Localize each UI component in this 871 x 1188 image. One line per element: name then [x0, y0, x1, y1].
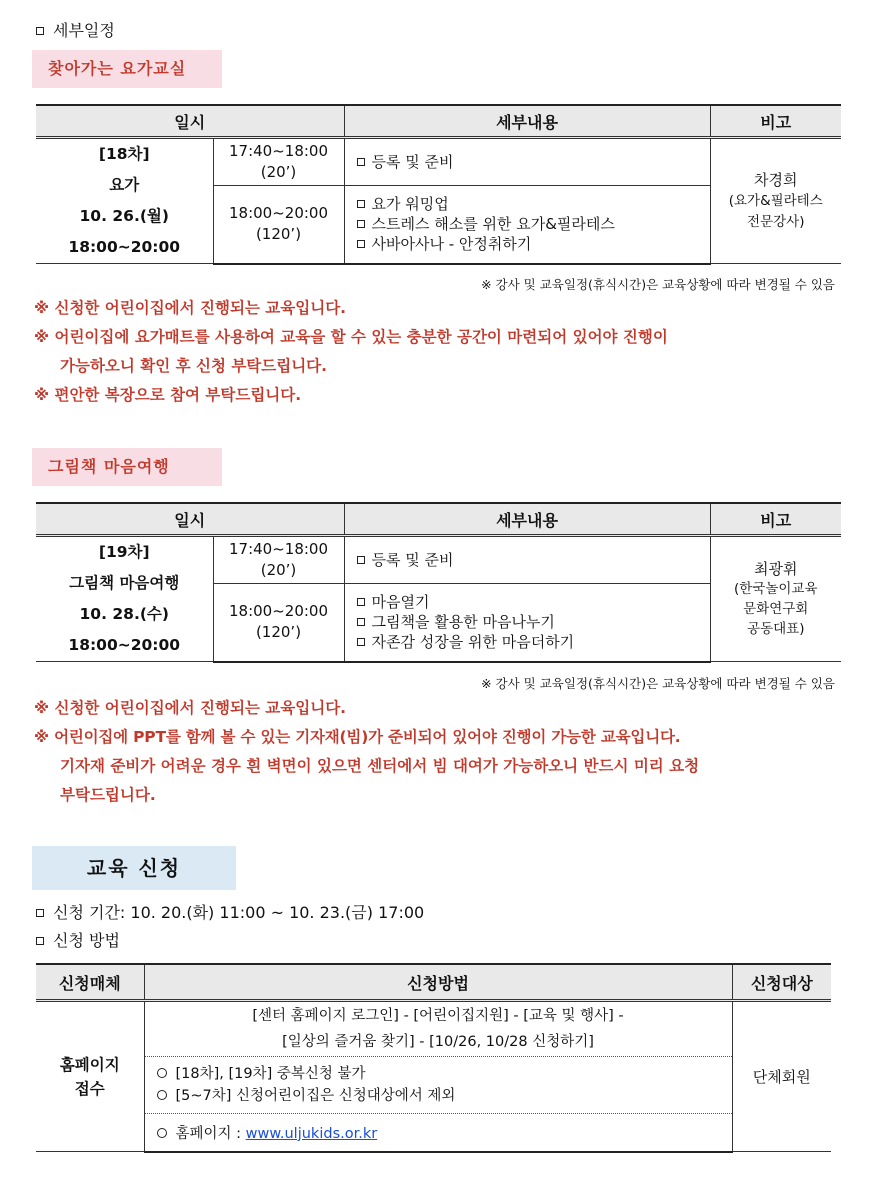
checkbox-square-icon [36, 909, 44, 917]
header-date: 일시 [36, 105, 344, 138]
header-content: 세부내용 [344, 105, 710, 138]
picture-slot1-time: 17:40~18:00 (20’) [213, 536, 344, 584]
checkbox-square-icon [357, 598, 365, 606]
yoga-instructor-cell: 차경희 (요가&필라테스 전문강사) [710, 138, 841, 264]
header-content: 세부내용 [344, 503, 710, 536]
circle-bullet-icon [157, 1068, 167, 1078]
picture-section-title: 그림책 마음여행 [32, 448, 222, 486]
apply-method-label: 신청 방법 [36, 928, 120, 951]
picture-warnings: ※ 신청한 어린이집에서 진행되는 교육입니다. ※ 어린이집에 PPT를 함께 볼 수 있는 기자재(빔)가 준비되어 있어야 진행이 가능한 교육입니다. 기자재 준비가 어려운 경우 흰 벽면이 있으면 센터에서 빔 대여가 가능하오니 반드시 미리 요청 부탁드립니다. [34, 699, 700, 804]
circle-bullet-icon [157, 1128, 167, 1138]
yoga-slot2-time: 18:00~20:00 (120’) [213, 186, 344, 264]
picture-session-cell: [19차] 그림책 마음여행 10. 28.(수) 18:00~20:00 [36, 536, 213, 662]
yoga-warnings: ※ 신청한 어린이집에서 진행되는 교육입니다. ※ 어린이집에 요가매트를 사용하여 교육을 할 수 있는 충분한 공간이 마련되어 있어야 진행이 가능하오니 확인 후 신청 부탁드립니다. ※ 편안한 복장으로 참여 부탁드립니다. [34, 299, 668, 404]
method-path-cell: [센터 홈페이지 로그인] - [어린이집지원] - [교육 및 행사] - [일상의 즐거움 찾기] - [10/26, 10/28 신청하기] [144, 1001, 732, 1057]
homepage-link[interactable]: www.uljukids.or.kr [245, 1125, 378, 1142]
picture-slot2-time: 18:00~20:00 (120’) [213, 584, 344, 662]
method-rules-cell: [18차], [19차] 중복신청 불가 [5~7차] 신청어린이집은 신청대상에서 제외 [144, 1057, 732, 1114]
apply-period: 신청 기간: 10. 20.(화) 11:00 ~ 10. 23.(금) 17:00 [36, 900, 424, 923]
checkbox-square-icon [36, 937, 44, 945]
detail-schedule-heading: 세부일정 [36, 18, 115, 41]
yoga-session-cell: [18차] 요가 10. 26.(월) 18:00~20:00 [36, 138, 213, 264]
header-note: 비고 [710, 503, 841, 536]
yoga-slot1-time: 17:40~18:00 (20’) [213, 138, 344, 186]
checkbox-square-icon [357, 240, 365, 248]
yoga-slot2-items: 요가 워밍업 스트레스 해소를 위한 요가&필라테스 사바아사나 - 안정취하기 [344, 186, 710, 264]
method-homepage-cell: 홈페이지 : www.uljukids.or.kr [144, 1114, 732, 1152]
yoga-schedule-table [36, 104, 841, 265]
yoga-section-title: 찾아가는 요가교실 [32, 50, 222, 88]
yoga-slot1-items: 등록 및 준비 [344, 138, 710, 186]
checkbox-square-icon [357, 618, 365, 626]
checkbox-square-icon [36, 27, 44, 35]
picture-schedule-table [36, 502, 841, 663]
apply-table [36, 963, 831, 1153]
circle-bullet-icon [157, 1090, 167, 1100]
checkbox-square-icon [357, 200, 365, 208]
header-date: 일시 [36, 503, 344, 536]
header-method: 신청방법 [144, 964, 732, 1001]
checkbox-square-icon [357, 556, 365, 564]
apply-section-title: 교육 신청 [32, 846, 236, 890]
header-note: 비고 [710, 105, 841, 138]
picture-schedule-note: ※ 강사 및 교육일정(휴식시간)은 교육상황에 따라 변경될 수 있음 [481, 676, 835, 691]
checkbox-square-icon [357, 158, 365, 166]
header-medium: 신청매체 [36, 964, 144, 1001]
yoga-schedule-note: ※ 강사 및 교육일정(휴식시간)은 교육상황에 따라 변경될 수 있음 [481, 277, 835, 292]
checkbox-square-icon [357, 638, 365, 646]
picture-instructor-cell: 최광휘 (한국놀이교육 문화연구회 공동대표) [710, 536, 841, 662]
checkbox-square-icon [357, 220, 365, 228]
target-cell: 단체회원 [732, 1001, 831, 1152]
medium-cell: 홈페이지 접수 [36, 1001, 144, 1152]
picture-slot2-items: 마음열기 그림책을 활용한 마음나누기 자존감 성장을 위한 마음더하기 [344, 584, 710, 662]
header-target: 신청대상 [732, 964, 831, 1001]
picture-slot1-items: 등록 및 준비 [344, 536, 710, 584]
